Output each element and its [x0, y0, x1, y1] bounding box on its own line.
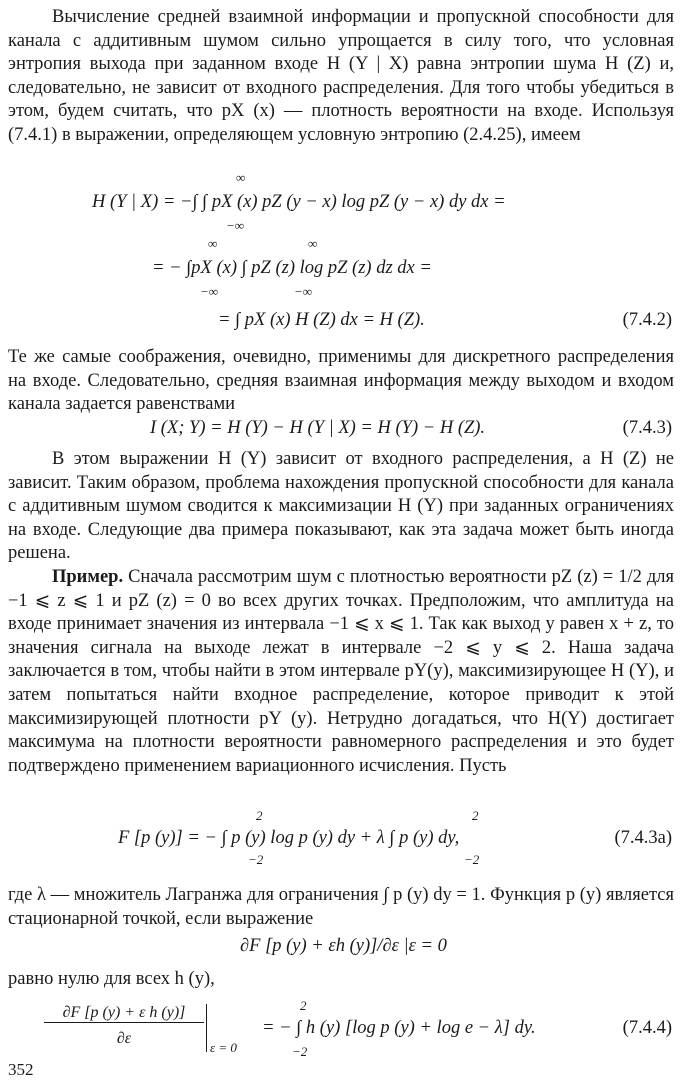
paragraph-example — [8, 566, 674, 778]
equation-7-4-3: I (X; Y) = H (Y) − H (Y | X) = H (Y) − H (Z). — [150, 418, 486, 438]
integral-lower-limit: −∞ — [226, 218, 245, 233]
equation-number-7-4-3a: (7.4.3a) — [614, 828, 672, 848]
equation-7-4-4-numerator: ∂F [p (y) + ε h (y)] — [44, 1004, 204, 1023]
page-number: 352 — [8, 1060, 34, 1079]
example-label: Пример. — [52, 567, 124, 587]
integral-lower-limit: −2 — [464, 852, 480, 867]
equation-number-7-4-2: (7.4.2) — [622, 310, 672, 330]
equation-7-4-3a: F [p (y)] = − ∫ p (y) log p (y) dy + λ ∫ p (y) dy, — [118, 828, 460, 848]
paragraph-intro: Вычисление средней взаимной информации и пропускной способности для канала с аддитивным шумом сильно упрощается в силу того, что условная энтропия выхода при заданном входе H (Y | X) равна энтропии шума H (Z) и, следовательно, не зависит от входного распределения. Для того чтобы убедиться в этом, будем считать, что pX (x) — плотность вероятности на входе. Используя (7.4.1) в выражении, определяющем условную энтропию (2.4.25), имеем — [8, 7, 674, 145]
paragraph-lagrange: где λ — множитель Лагранжа для ограничения ∫ p (y) dy = 1. Функция p (y) является стационарной точкой, если выражение — [8, 885, 674, 929]
paragraph-capacity: В этом выражении H (Y) зависит от входного распределения, а H (Z) не зависит. Таким образом, проблема нахождения пропускной способности для канала с аддитивным шумом сводится к максимизации H (Y) при заданных ограничениях на входе. Следующие два примера показывают, как эта задача может быть иногда решена. — [8, 449, 674, 564]
equation-7-4-2-line-3: = ∫ pX (x) H (Z) dx = H (Z). — [218, 310, 425, 330]
example-text: Сначала рассмотрим шум с плотностью вероятности pZ (z) = 1/2 для −1 ⩽ z ⩽ 1 и pZ (z) = 0 во всех других точках. Предположим, что амплитуда на входе принимает значения из интервала −1 ⩽ x ⩽ 1. Так как выход y равен x + z, то значения сигнала на выходе лежат в интервале −2 ⩽ y ⩽ 2. Наша задача заключается в том, чтобы найти в этом интервале pY(y), максимизирующее H (Y), и затем попытаться найти входное распределение, которое приводит к этой максимизирующей плотности pY (y). Нетрудно догадаться, что H(Y) достигает максимума на плотности вероятности равномерного распределения и это будет подтверждено применением вариационного исчисления. Пусть — [8, 567, 674, 776]
paragraph-zero: равно нулю для всех h (y), — [8, 969, 215, 989]
integral-lower-limit: −2 — [292, 1044, 308, 1059]
equation-7-4-2-line-1: H (Y | X) = −∫ ∫ pX (x) pZ (y − x) log pZ (y − x) dy dx = — [92, 192, 506, 212]
integral-upper-limit: ∞ — [236, 170, 246, 185]
integral-upper-limit: ∞ — [208, 236, 218, 251]
equation-7-4-4-rhs: = − ∫ h (y) [log p (y) + log e − λ] dy. — [262, 1018, 536, 1038]
integral-upper-limit: 2 — [256, 808, 263, 823]
integral-upper-limit: 2 — [472, 808, 479, 823]
equation-variation: ∂F [p (y) + εh (y)]/∂ε |ε = 0 — [240, 936, 447, 956]
equation-7-4-4-denominator: ∂ε — [116, 1030, 132, 1047]
integral-upper-limit: ∞ — [308, 236, 318, 251]
integral-lower-limit: −2 — [248, 852, 264, 867]
integral-upper-limit: 2 — [300, 998, 307, 1013]
evaluation-point: ε = 0 — [210, 1040, 237, 1055]
equation-7-4-2-line-2: = − ∫pX (x) ∫ pZ (z) log pZ (z) dz dx = — [152, 258, 432, 278]
integral-lower-limit: −∞ — [200, 284, 219, 299]
integral-lower-limit: −∞ — [294, 284, 313, 299]
paragraph-discrete: Те же самые соображения, очевидно, применимы для дискретного распределения на входе. Следовательно, средняя взаимная информация между выходом и входом канала задается равенствами — [8, 347, 674, 415]
evaluation-bar — [206, 1004, 207, 1052]
equation-number-7-4-4: (7.4.4) — [622, 1018, 672, 1038]
equation-number-7-4-3: (7.4.3) — [622, 418, 672, 438]
